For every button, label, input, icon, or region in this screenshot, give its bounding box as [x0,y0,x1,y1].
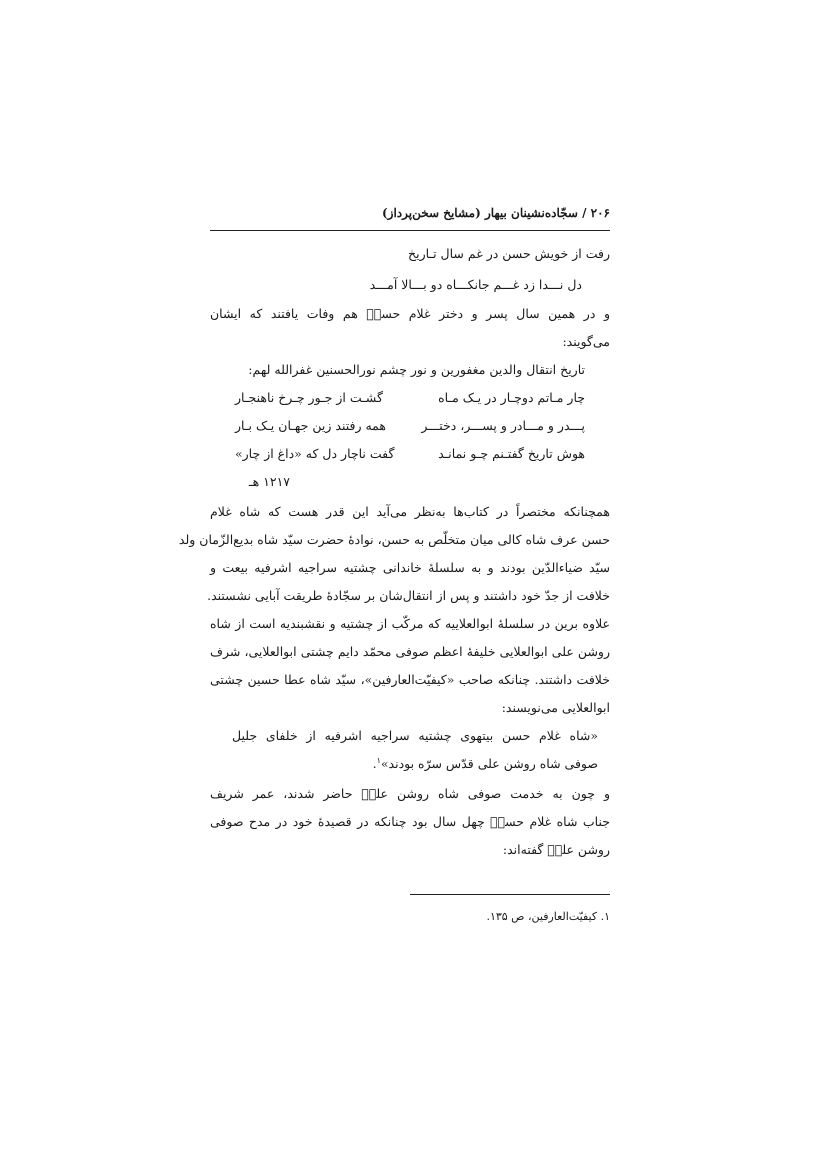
paragraph-line: و در همین سال پسر و دختر غلام حسنؒ هم وفات یافتند که ایشان [210,306,610,321]
paragraph-line: جناب شاه غلام حسنؒ چهل سال بود چنانکه در قصیدهٔ خود در مدح صوفی [210,814,610,829]
hemistich-left: گشـت از جـور چـرخ ناهنجـار [235,390,383,405]
footnote-ref: ۱ [376,756,381,765]
verse-line: رفت از خویش حسن در غم سال تـاریخ [408,246,610,261]
header-title: ۲۰۶ / سجّاده‌نشینان بیهار (مشایخ سخن‌پرداز) [381,206,610,220]
running-header [210,198,610,231]
book-page [178,198,610,938]
footnote-divider [410,894,610,895]
paragraph-line: سیّد ضیاءالدّین بودند و به سلسلهٔ خاندانی چشتیه سراجیه اشرفیه بیعت و [210,560,610,575]
hemistich-left: همه رفتند زین جهـان یـک بـار [235,418,386,433]
paragraph-line: علاوه برین در سلسلهٔ ابوالعلاییه که مرکّب از چشتیه و نقشبندیه است از شاه [210,616,610,631]
paragraph-line: همچنانکه مختصراً در کتاب‌ها به‌نظر می‌آید این قدر هست که شاه غلام [210,504,610,519]
hemistich-left: گفت ناچار دل که «داغ از چار» [235,446,395,461]
verse-line: دل نـــدا زد غـــم جانکـــاه دو بـــالا آمـــد [369,277,582,292]
tarikh-intro: تاریخ انتقال والدین مغفورین و نور چشم نورالحسنین غفرالله لهم: [248,362,585,377]
paragraph-line: و چون به خدمت صوفی شاه روشن علیؒ حاضر شدند، عمر شریف [210,786,610,801]
footnote: ۱. کیفیّت‌العارفین، ص ۱۳۵. [486,910,610,923]
paragraph-line: خلافت داشتند. چنانکه صاحب «کیفیّت‌العارفین»، سیّد شاه عطا حسین چشتی [210,672,610,687]
paragraph-line: می‌گویند: [562,334,610,349]
quote-text: صوفی شاه روشن علی قدّس سرّه بودند» [380,756,598,772]
quote-line: «شاه غلام حسن بیتهوی چشتیه سراجیه اشرفیه از خلفای جلیل [232,728,598,743]
paragraph-line: روشن علی ابوالعلایی خلیفهٔ اعظم صوفی محمّد دایم چشتی ابوالعلایی، شرف [210,644,610,659]
paragraph-line: ابوالعلایی می‌نویسند: [501,700,610,715]
date-label: ۱۲۱۷ هـ [248,474,290,489]
paragraph-line: خلافت از جدّ خود داشتند و پس از انتقال‌شان بر سجّادهٔ طریقت آبایی نشستند. [207,588,610,603]
quote-line: صوفی شاه روشن علی قدّس سرّه بودند»$^۱$. [372,756,598,772]
paragraph-line: حسن عرف شاه کالی میان متخلّص به حسن، نوادهٔ حضرت سیّد شاه بدیع‌الزّمان ولد [178,532,610,547]
verse-row [235,418,585,438]
verse-row [235,446,585,466]
hemistich-right: هوش تاریخ گفتـنم چـو نمانـد [438,446,585,461]
hemistich-right: پـــدر و مـــادر و پســـر، دختـــر [421,418,585,433]
hemistich-right: چار مـاتم دوچـار در یـک مـاه [438,390,585,405]
paragraph-line: روشن علیؒ گفته‌اند: [502,842,610,857]
verse-row [235,390,585,410]
